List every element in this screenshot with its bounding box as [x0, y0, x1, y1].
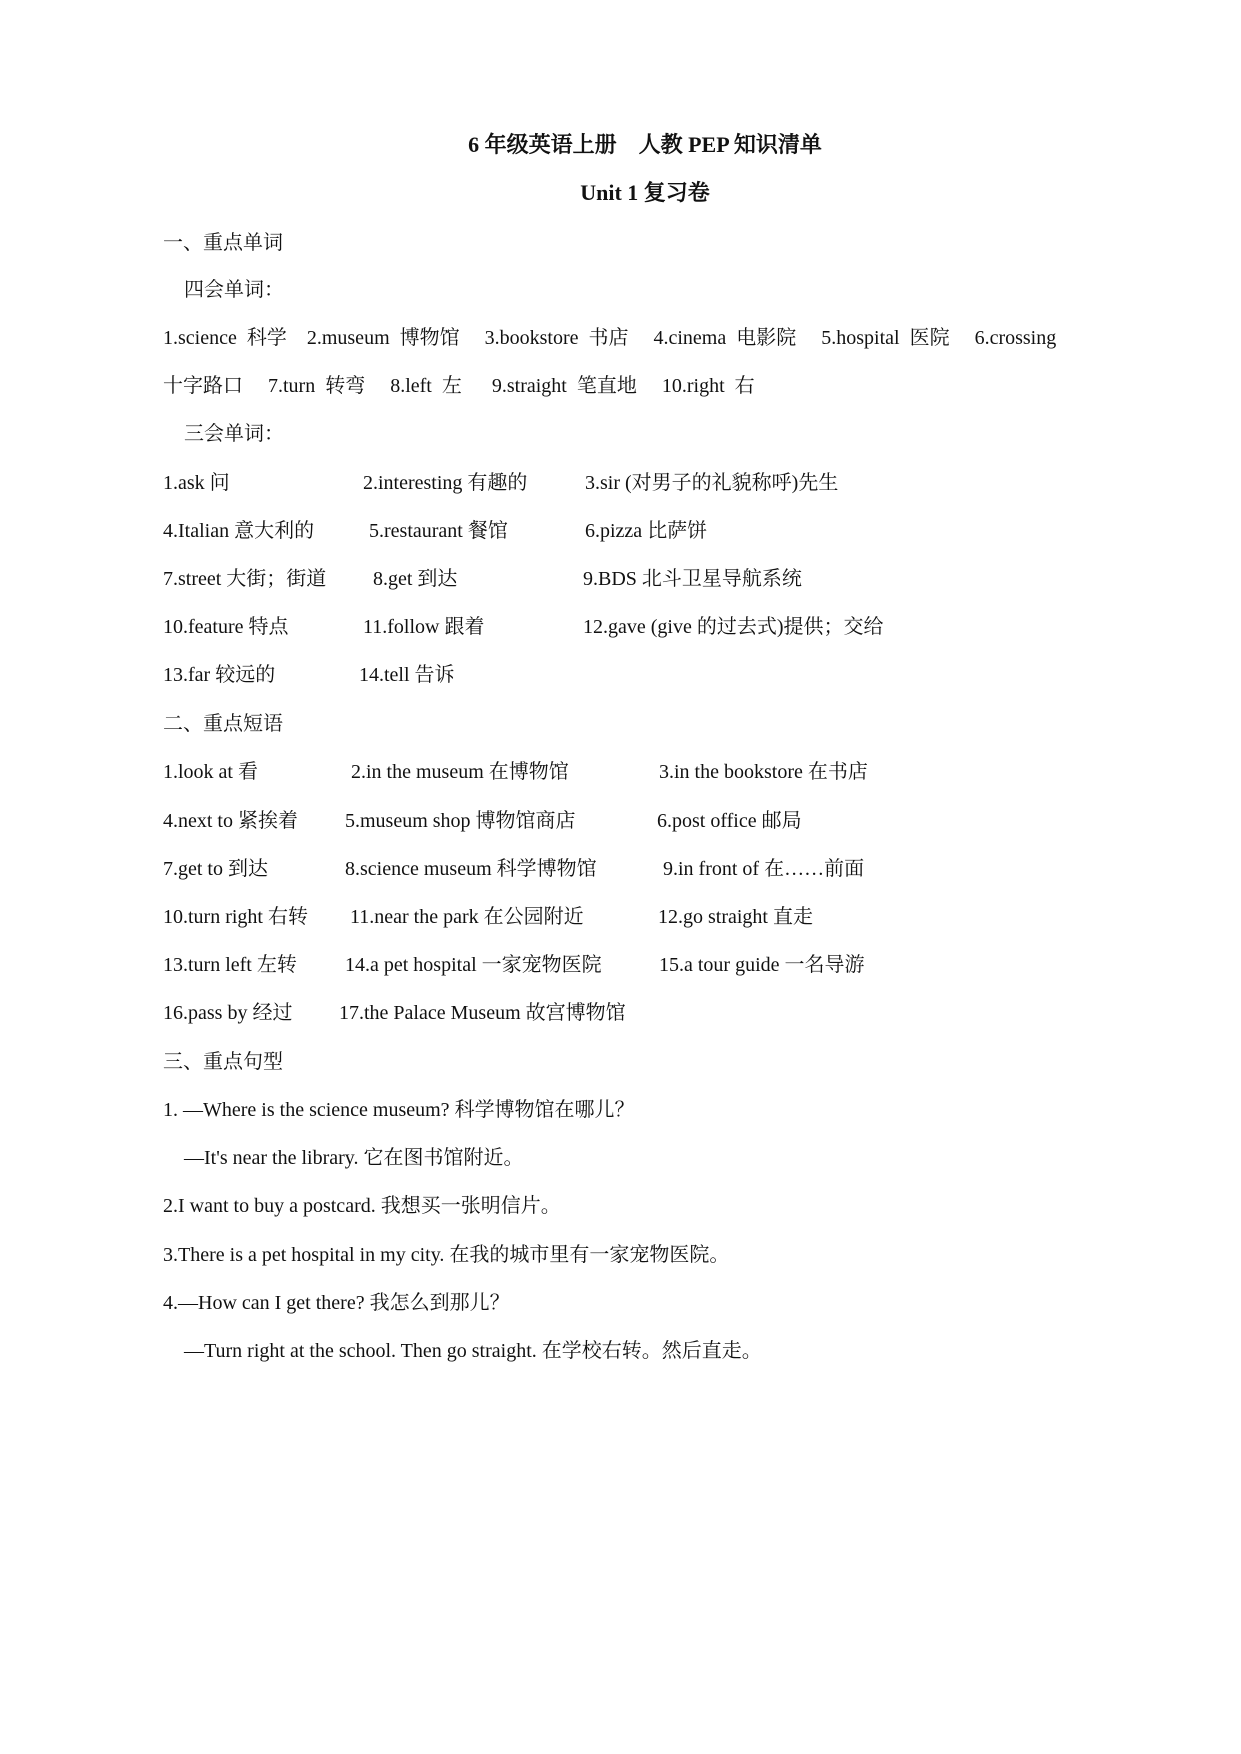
vocab-item: 10.feature 特点 — [163, 616, 289, 638]
three-skill-label: 三会单词： — [184, 423, 284, 445]
phrase-item: 5.museum shop 博物馆商店 — [345, 810, 576, 832]
phrase-item: 1.look at 看 — [163, 761, 258, 783]
phrase-item: 7.get to 到达 — [163, 858, 268, 880]
phrase-item: 4.next to 紧挨着 — [163, 810, 298, 832]
section2-heading: 二、重点短语 — [163, 713, 283, 735]
four-skill-line-2: 十字路口 7.turn 转弯 8.left 左 9.straight 笔直地 10.right 右 — [163, 375, 755, 397]
phrase-item: 10.turn right 右转 — [163, 906, 308, 928]
vocab-item: 8.get 到达 — [373, 568, 458, 590]
phrase-item: 12.go straight 直走 — [658, 906, 813, 928]
sentence-line: 4.—How can I get there? 我怎么到那儿？ — [163, 1292, 510, 1314]
phrase-item: 17.the Palace Museum 故宫博物馆 — [339, 1002, 626, 1024]
document-title: 6 年级英语上册 人教 PEP 知识清单 — [468, 132, 822, 157]
sentence-line: 1. —Where is the science museum? 科学博物馆在哪儿？ — [163, 1099, 635, 1121]
sentence-line: 2.I want to buy a postcard. 我想买一张明信片。 — [163, 1195, 561, 1217]
vocab-item: 14.tell 告诉 — [359, 664, 455, 686]
phrase-item: 9.in front of 在……前面 — [663, 858, 865, 880]
section3-heading: 三、重点句型 — [163, 1051, 283, 1073]
vocab-item: 2.interesting 有趣的 — [363, 472, 528, 494]
sentence-line: 3.There is a pet hospital in my city. 在我的城市里有一家宠物医院。 — [163, 1244, 730, 1266]
four-skill-label: 四会单词： — [184, 279, 284, 301]
vocab-item: 12.gave (give 的过去式)提供；交给 — [583, 616, 884, 638]
phrase-item: 14.a pet hospital 一家宠物医院 — [345, 954, 602, 976]
vocab-item: 9.BDS 北斗卫星导航系统 — [583, 568, 802, 590]
phrase-item: 2.in the museum 在博物馆 — [351, 761, 569, 783]
phrase-item: 11.near the park 在公园附近 — [350, 906, 584, 928]
vocab-item: 11.follow 跟着 — [363, 616, 485, 638]
phrase-item: 15.a tour guide 一名导游 — [659, 954, 865, 976]
phrase-item: 8.science museum 科学博物馆 — [345, 858, 597, 880]
sentence-line: —It's near the library. 它在图书馆附近。 — [184, 1147, 524, 1169]
vocab-item: 4.Italian 意大利的 — [163, 520, 315, 542]
vocab-item: 13.far 较远的 — [163, 664, 276, 686]
vocab-item: 1.ask 问 — [163, 472, 230, 494]
vocab-item: 3.sir (对男子的礼貌称呼)先生 — [585, 472, 839, 494]
phrase-item: 6.post office 邮局 — [657, 810, 802, 832]
section1-heading: 一、重点单词 — [163, 232, 283, 254]
four-skill-line-1: 1.science 科学 2.museum 博物馆 3.bookstore 书店 4.cinema 电影院 5.hospital 医院 6.crossing — [163, 327, 1057, 349]
phrase-item: 16.pass by 经过 — [163, 1002, 293, 1024]
vocab-item: 7.street 大街；街道 — [163, 568, 327, 590]
phrase-item: 13.turn left 左转 — [163, 954, 297, 976]
sentence-line: —Turn right at the school. Then go straight. 在学校右转。然后直走。 — [184, 1340, 762, 1362]
vocab-item: 5.restaurant 餐馆 — [369, 520, 508, 542]
vocab-item: 6.pizza 比萨饼 — [585, 520, 708, 542]
phrase-item: 3.in the bookstore 在书店 — [659, 761, 868, 783]
document-subtitle: Unit 1 复习卷 — [580, 180, 710, 205]
